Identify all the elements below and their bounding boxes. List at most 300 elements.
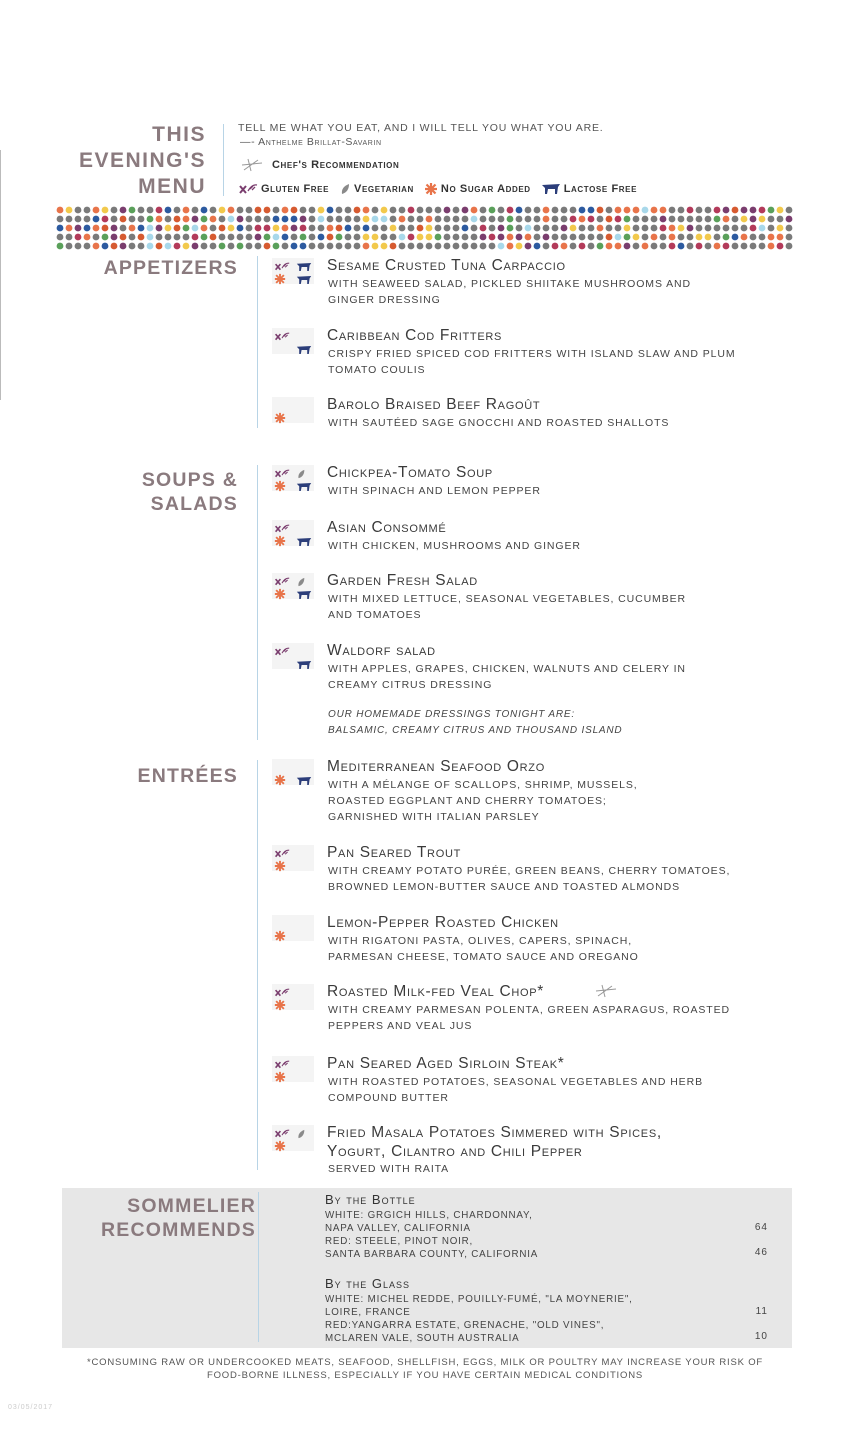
description-line: GINGER DRESSING: [328, 294, 441, 306]
description-line: CRISPY FRIED SPICED COD FRITTERS WITH ISLAND SLAW AND PLUM: [328, 348, 736, 360]
title-line-3: MENU: [138, 175, 206, 198]
dish-name: Waldorf salad: [327, 642, 436, 659]
legend-vegetarian-label: Vegetarian: [354, 183, 414, 195]
decorative-dot: [498, 216, 505, 223]
gluten-free-icon: [274, 644, 290, 662]
decorative-dot: [120, 225, 127, 232]
description-line: PARMESAN CHEESE, TOMATO SAUCE AND OREGANO: [328, 951, 639, 963]
decorative-dot: [264, 207, 271, 214]
decorative-dot: [129, 234, 136, 241]
decorative-dot: [408, 207, 415, 214]
no-sugar-icon: [274, 773, 286, 791]
footnote-line-1: *CONSUMING RAW OR UNDERCOOKED MEATS, SEAFOOD, SHELLFISH, EGGS, MILK OR POULTRY MAY INCREASE YOUR RISK OF: [87, 1357, 763, 1368]
decorative-dot: [354, 216, 361, 223]
decorative-dot: [669, 243, 676, 250]
decorative-dot: [507, 207, 514, 214]
decorative-dot: [354, 234, 361, 241]
decorative-dot: [651, 234, 658, 241]
decorative-dot: [102, 234, 109, 241]
decorative-dot: [138, 234, 145, 241]
header-divider: [223, 124, 224, 196]
decorative-dot: [363, 216, 370, 223]
decorative-dot: [147, 216, 154, 223]
decorative-dot: [534, 234, 541, 241]
decorative-dot: [660, 243, 667, 250]
decorative-dot: [543, 216, 550, 223]
decorative-dot: [300, 243, 307, 250]
decorative-dot: [588, 243, 595, 250]
decorative-dot: [714, 234, 721, 241]
decorative-dot: [759, 207, 766, 214]
lactose-free-icon: [296, 534, 312, 552]
decorative-dot: [309, 225, 316, 232]
decorative-dot: [453, 216, 460, 223]
dish-name: Garden Fresh Salad: [327, 572, 478, 589]
dish-name: Pan Seared Trout: [327, 844, 462, 861]
decorative-dot: [444, 216, 451, 223]
decorative-dot: [624, 207, 631, 214]
decorative-dot: [759, 216, 766, 223]
decorative-dot: [588, 225, 595, 232]
dressings-line-2: BALSAMIC, CREAMY CITRUS AND THOUSAND ISLAND: [328, 725, 623, 736]
decorative-dot: [642, 207, 649, 214]
decorative-dot: [255, 234, 262, 241]
decorative-dot: [786, 234, 793, 241]
glass-white-line-2: LOIRE, FRANCE: [325, 1307, 411, 1318]
decorative-dot: [390, 243, 397, 250]
dish-description: [328, 777, 768, 825]
decorative-dot: [489, 207, 496, 214]
decorative-dot: [606, 234, 613, 241]
decorative-dot: [57, 216, 64, 223]
dish-name: Fried Masala Potatoes Simmered with Spices,: [327, 1124, 662, 1141]
no-sugar-icon: [274, 479, 286, 497]
decorative-dot: [705, 243, 712, 250]
legend-no-sugar: [424, 182, 531, 196]
decorative-dot: [732, 225, 739, 232]
decorative-dot: [462, 216, 469, 223]
dietary-icons: [272, 845, 316, 871]
decorative-dot: [399, 243, 406, 250]
description-line: BROWNED LEMON-BUTTER SAUCE AND TOASTED ALMONDS: [328, 881, 680, 893]
decorative-dot: [570, 216, 577, 223]
decorative-dot: [327, 234, 334, 241]
decorative-dot: [660, 225, 667, 232]
bottle-red-price: 46: [754, 1247, 768, 1258]
decorative-dot: [372, 234, 379, 241]
decorative-dot: [660, 216, 667, 223]
decorative-dot: [57, 243, 64, 250]
decorative-dot: [291, 234, 298, 241]
decorative-dot: [516, 216, 523, 223]
no-sugar-icon: [274, 534, 286, 552]
decorative-dot: [534, 225, 541, 232]
decorative-dot: [381, 234, 388, 241]
decorative-dot: [291, 207, 298, 214]
decorative-dot: [777, 234, 784, 241]
decorative-dot: [768, 207, 775, 214]
lactose-free-icon: [296, 587, 312, 605]
decorative-dot: [408, 243, 415, 250]
decorative-dot: [750, 225, 757, 232]
description-line: SERVED WITH RAITA: [328, 1163, 450, 1175]
decorative-dot: [606, 207, 613, 214]
sommelier-box: [62, 1188, 792, 1348]
gluten-free-icon: [274, 329, 290, 347]
lactose-free-icon: [296, 657, 312, 675]
decorative-dot: [57, 234, 64, 241]
decorative-dot: [570, 225, 577, 232]
decorative-dot: [462, 207, 469, 214]
decorative-dot: [669, 234, 676, 241]
decorative-dot: [336, 234, 343, 241]
decorative-dot: [66, 243, 73, 250]
decorative-dot: [777, 243, 784, 250]
dish-name: Caribbean Cod Fritters: [327, 327, 503, 344]
decorative-dot: [102, 216, 109, 223]
decorative-dot: [660, 234, 667, 241]
description-line: WITH MIXED LETTUCE, SEASONAL VEGETABLES, CUCUMBER: [328, 593, 686, 605]
dish-description: [328, 661, 768, 693]
dish-description: [328, 933, 768, 965]
decorative-dot: [345, 225, 352, 232]
decorative-dot: [471, 216, 478, 223]
decorative-dot: [156, 216, 163, 223]
decorative-dot: [210, 243, 217, 250]
decorative-dot: [273, 207, 280, 214]
decorative-dot: [723, 207, 730, 214]
legend-no-sugar-label: No Sugar Added: [440, 183, 531, 195]
description-line: TOMATO COULIS: [328, 364, 426, 376]
decorative-dot: [777, 216, 784, 223]
decorative-dot: [624, 216, 631, 223]
decorative-dot: [471, 207, 478, 214]
decorative-dot: [507, 243, 514, 250]
decorative-dot: [615, 243, 622, 250]
by-the-bottle-heading: By the Bottle: [325, 1192, 416, 1207]
decorative-dot: [363, 243, 370, 250]
decorative-dot: [786, 207, 793, 214]
decorative-dot: [273, 243, 280, 250]
decorative-dot: [732, 216, 739, 223]
decorative-dot: [264, 243, 271, 250]
decorative-dot: [723, 234, 730, 241]
decorative-dot: [219, 216, 226, 223]
decorative-dot: [570, 234, 577, 241]
decorative-dot: [552, 225, 559, 232]
lactose-free-icon: [296, 342, 312, 360]
description-line: WITH A MÉLANGE OF SCALLOPS, SHRIMP, MUSSELS,: [328, 779, 638, 791]
decorative-dot: [327, 207, 334, 214]
decorative-dot: [84, 207, 91, 214]
decorative-dot: [552, 243, 559, 250]
decorative-dot: [309, 207, 316, 214]
quote-author: —- Anthelme Brillat-Savarin: [240, 136, 382, 148]
decorative-dot: [84, 216, 91, 223]
decorative-dot: [84, 225, 91, 232]
bottle-red-line-1: RED: STEELE, PINOT NOIR,: [325, 1236, 474, 1247]
decorative-dot: [93, 243, 100, 250]
decorative-dot: [543, 234, 550, 241]
decorative-dot: [462, 234, 469, 241]
dietary-icons: [272, 573, 316, 599]
chef-star-icon: [240, 158, 264, 172]
description-line: WITH SPINACH AND LEMON PEPPER: [328, 485, 541, 497]
decorative-dot: [696, 234, 703, 241]
decorative-dot: [417, 243, 424, 250]
decorative-dot: [210, 207, 217, 214]
decorative-dot: [498, 225, 505, 232]
sommelier-title-line-1: SOMMELIER: [127, 1195, 256, 1217]
bottle-white-line-1: WHITE: GRGICH HILLS, CHARDONNAY,: [325, 1210, 533, 1221]
decorative-dot: [75, 243, 82, 250]
decorative-dot: [327, 243, 334, 250]
decorative-dot: [687, 234, 694, 241]
description-line: WITH CREAMY POTATO PURÉE, GREEN BEANS, CHERRY TOMATOES,: [328, 865, 731, 877]
decorative-dot: [498, 234, 505, 241]
decorative-dot: [714, 243, 721, 250]
decorative-dot: [597, 207, 604, 214]
decorative-dot: [219, 234, 226, 241]
decorative-dot: [696, 243, 703, 250]
decorative-dot: [516, 225, 523, 232]
decorative-dot: [246, 243, 253, 250]
decorative-dot: [327, 225, 334, 232]
decorative-dot: [363, 207, 370, 214]
decorative-dot: [210, 234, 217, 241]
decorative-dot: [264, 216, 271, 223]
decorative-dot: [237, 225, 244, 232]
decorative-dot: [480, 234, 487, 241]
decorative-dot: [237, 243, 244, 250]
decorative-dot: [588, 207, 595, 214]
decorative-dot: [174, 207, 181, 214]
dietary-icons: [272, 465, 316, 491]
description-line: GARNISHED WITH ITALIAN PARSLEY: [328, 811, 540, 823]
decorative-dot: [669, 225, 676, 232]
dietary-icons: [272, 328, 316, 354]
decorative-dot: [759, 225, 766, 232]
decorative-dot: [633, 225, 640, 232]
decorative-dot: [417, 207, 424, 214]
decorative-dot: [426, 243, 433, 250]
decorative-dot: [66, 234, 73, 241]
decorative-dot: [705, 216, 712, 223]
decorative-dot: [714, 216, 721, 223]
decorative-dot: [138, 207, 145, 214]
decorative-dot: [741, 234, 748, 241]
health-footnote: [0, 1356, 850, 1382]
decorative-dot: [633, 207, 640, 214]
footer-code: 03/05/2017: [8, 1404, 54, 1411]
decorative-dot: [318, 225, 325, 232]
decorative-dot: [687, 207, 694, 214]
decorative-dot: [759, 234, 766, 241]
sommelier-title: [66, 1194, 256, 1242]
decorative-dot: [687, 243, 694, 250]
decorative-dot: [471, 243, 478, 250]
decorative-dot: [75, 234, 82, 241]
dietary-icons: [272, 759, 316, 785]
decorative-dot: [354, 225, 361, 232]
decorative-dot: [345, 216, 352, 223]
description-line: AND TOMATOES: [328, 609, 422, 621]
decorative-dot: [777, 207, 784, 214]
no-sugar-icon: [274, 929, 286, 947]
decorative-dot: [111, 243, 118, 250]
menu-header: [0, 118, 850, 203]
decorative-dot: [219, 207, 226, 214]
decorative-dot: [516, 207, 523, 214]
decorative-dot: [219, 243, 226, 250]
decorative-dot: [453, 225, 460, 232]
decorative-dot: [390, 225, 397, 232]
decorative-dot: [300, 216, 307, 223]
decorative-dot: [417, 234, 424, 241]
no-sugar-icon: [274, 859, 286, 877]
decorative-dot: [750, 207, 757, 214]
dish-description: [328, 415, 768, 431]
decorative-dot: [786, 216, 793, 223]
decorative-dot: [57, 225, 64, 232]
decorative-dot: [183, 243, 190, 250]
decorative-dot: [165, 216, 172, 223]
decorative-dot: [300, 207, 307, 214]
decorative-dot: [354, 207, 361, 214]
dish-name: Roasted Milk-fed Veal Chop*: [327, 983, 545, 1000]
decorative-dot: [138, 216, 145, 223]
decorative-dot: [192, 207, 199, 214]
decorative-dot: [264, 234, 271, 241]
dish-name: Sesame Crusted Tuna Carpaccio: [327, 257, 566, 274]
decorative-dot: [336, 243, 343, 250]
decorative-dot: [174, 243, 181, 250]
decorative-dot: [255, 207, 262, 214]
decorative-dot: [435, 225, 442, 232]
decorative-dot: [435, 243, 442, 250]
decorative-dot: [228, 234, 235, 241]
dressings-line-1: OUR HOMEMADE DRESSINGS TONIGHT ARE:: [328, 709, 575, 720]
decorative-dot: [678, 225, 685, 232]
glass-red-price: 10: [754, 1331, 768, 1342]
description-line: WITH SEAWEED SALAD, PICKLED SHIITAKE MUSHROOMS AND: [328, 278, 691, 290]
footnote-line-2: FOOD-BORNE ILLNESS, ESPECIALLY IF YOU HAVE CERTAIN MEDICAL CONDITIONS: [207, 1370, 643, 1381]
chef-recommendation-label: Chef's Recommendation: [272, 159, 400, 171]
decorative-dot: [336, 216, 343, 223]
decorative-dot: [129, 243, 136, 250]
decorative-dot: [570, 243, 577, 250]
decorative-dot: [777, 225, 784, 232]
decorative-dot: [786, 243, 793, 250]
decorative-dot: [768, 234, 775, 241]
decorative-dot: [669, 207, 676, 214]
decorative-dot: [597, 216, 604, 223]
section-appetizers: APPETIZERS: [103, 257, 238, 279]
decorative-dot: [111, 216, 118, 223]
decorative-dot: [624, 225, 631, 232]
no-sugar-icon: [274, 998, 286, 1016]
decorative-dot: [201, 207, 208, 214]
decorative-dot: [165, 243, 172, 250]
decorative-dot: [606, 243, 613, 250]
gluten-free-icon: [238, 183, 258, 195]
legend-lactose-free: [541, 183, 637, 195]
decorative-dot: [597, 243, 604, 250]
sommelier-divider: [258, 1192, 259, 1342]
decorative-dot: [93, 207, 100, 214]
decorative-dot: [696, 207, 703, 214]
decorative-dot: [174, 234, 181, 241]
dish-name: Asian Consommé: [327, 519, 447, 536]
decorative-dot: [273, 225, 280, 232]
decorative-dot: [426, 234, 433, 241]
section-entrees: ENTRÉES: [137, 765, 238, 787]
decorative-dot: [435, 234, 442, 241]
glass-white-price: 11: [755, 1306, 768, 1317]
decorative-dot: [669, 216, 676, 223]
decorative-dot: [606, 216, 613, 223]
decorative-dot: [255, 243, 262, 250]
lactose-free-icon: [296, 259, 312, 277]
decorative-dot: [462, 225, 469, 232]
decorative-dot: [255, 225, 262, 232]
glass-white-line-1: WHITE: MICHEL REDDE, POUILLY-FUMÉ, "LA MOYNERIE",: [325, 1294, 633, 1305]
decorative-dot: [66, 207, 73, 214]
decorative-dot: [615, 225, 622, 232]
decorative-dot: [363, 234, 370, 241]
decorative-dot: [381, 243, 388, 250]
decorative-dot: [453, 243, 460, 250]
description-line: ROASTED EGGPLANT AND CHERRY TOMATOES;: [328, 795, 607, 807]
decorative-dot: [84, 243, 91, 250]
decorative-dot: [183, 234, 190, 241]
decorative-dot: [75, 207, 82, 214]
decorative-dot: [579, 243, 586, 250]
decorative-dot: [588, 216, 595, 223]
decorative-dot: [120, 207, 127, 214]
decorative-dot: [426, 207, 433, 214]
decorative-dot: [552, 216, 559, 223]
chef-star-icon: [594, 984, 618, 1003]
dish-name-line-2: Yogurt, Cilantro and Chili Pepper: [327, 1143, 583, 1160]
decorative-dot: [156, 225, 163, 232]
decorative-dot: [309, 234, 316, 241]
legend-lactose-free-label: Lactose Free: [563, 183, 638, 195]
dish-description: [328, 538, 768, 554]
decorative-dot: [768, 216, 775, 223]
appetizers-divider: [257, 256, 258, 428]
title-line-2: EVENING'S: [78, 149, 206, 172]
decorative-dot: [606, 225, 613, 232]
decorative-dot: [228, 216, 235, 223]
decorative-dot: [111, 234, 118, 241]
decorative-dot: [543, 207, 550, 214]
decorative-dot: [525, 243, 532, 250]
decorative-dot: [120, 234, 127, 241]
decorative-dot: [615, 207, 622, 214]
decorative-dot: [228, 207, 235, 214]
decorative-dot: [615, 216, 622, 223]
decorative-dot: [642, 225, 649, 232]
decorative-dot: [561, 216, 568, 223]
decorative-dot: [390, 216, 397, 223]
lactose-free-icon: [296, 479, 312, 497]
dish-name: Pan Seared Aged Sirloin Steak*: [327, 1055, 565, 1072]
decorative-dot: [381, 207, 388, 214]
decorative-dot: [282, 243, 289, 250]
decorative-dot: [723, 225, 730, 232]
decorative-dot: [579, 207, 586, 214]
